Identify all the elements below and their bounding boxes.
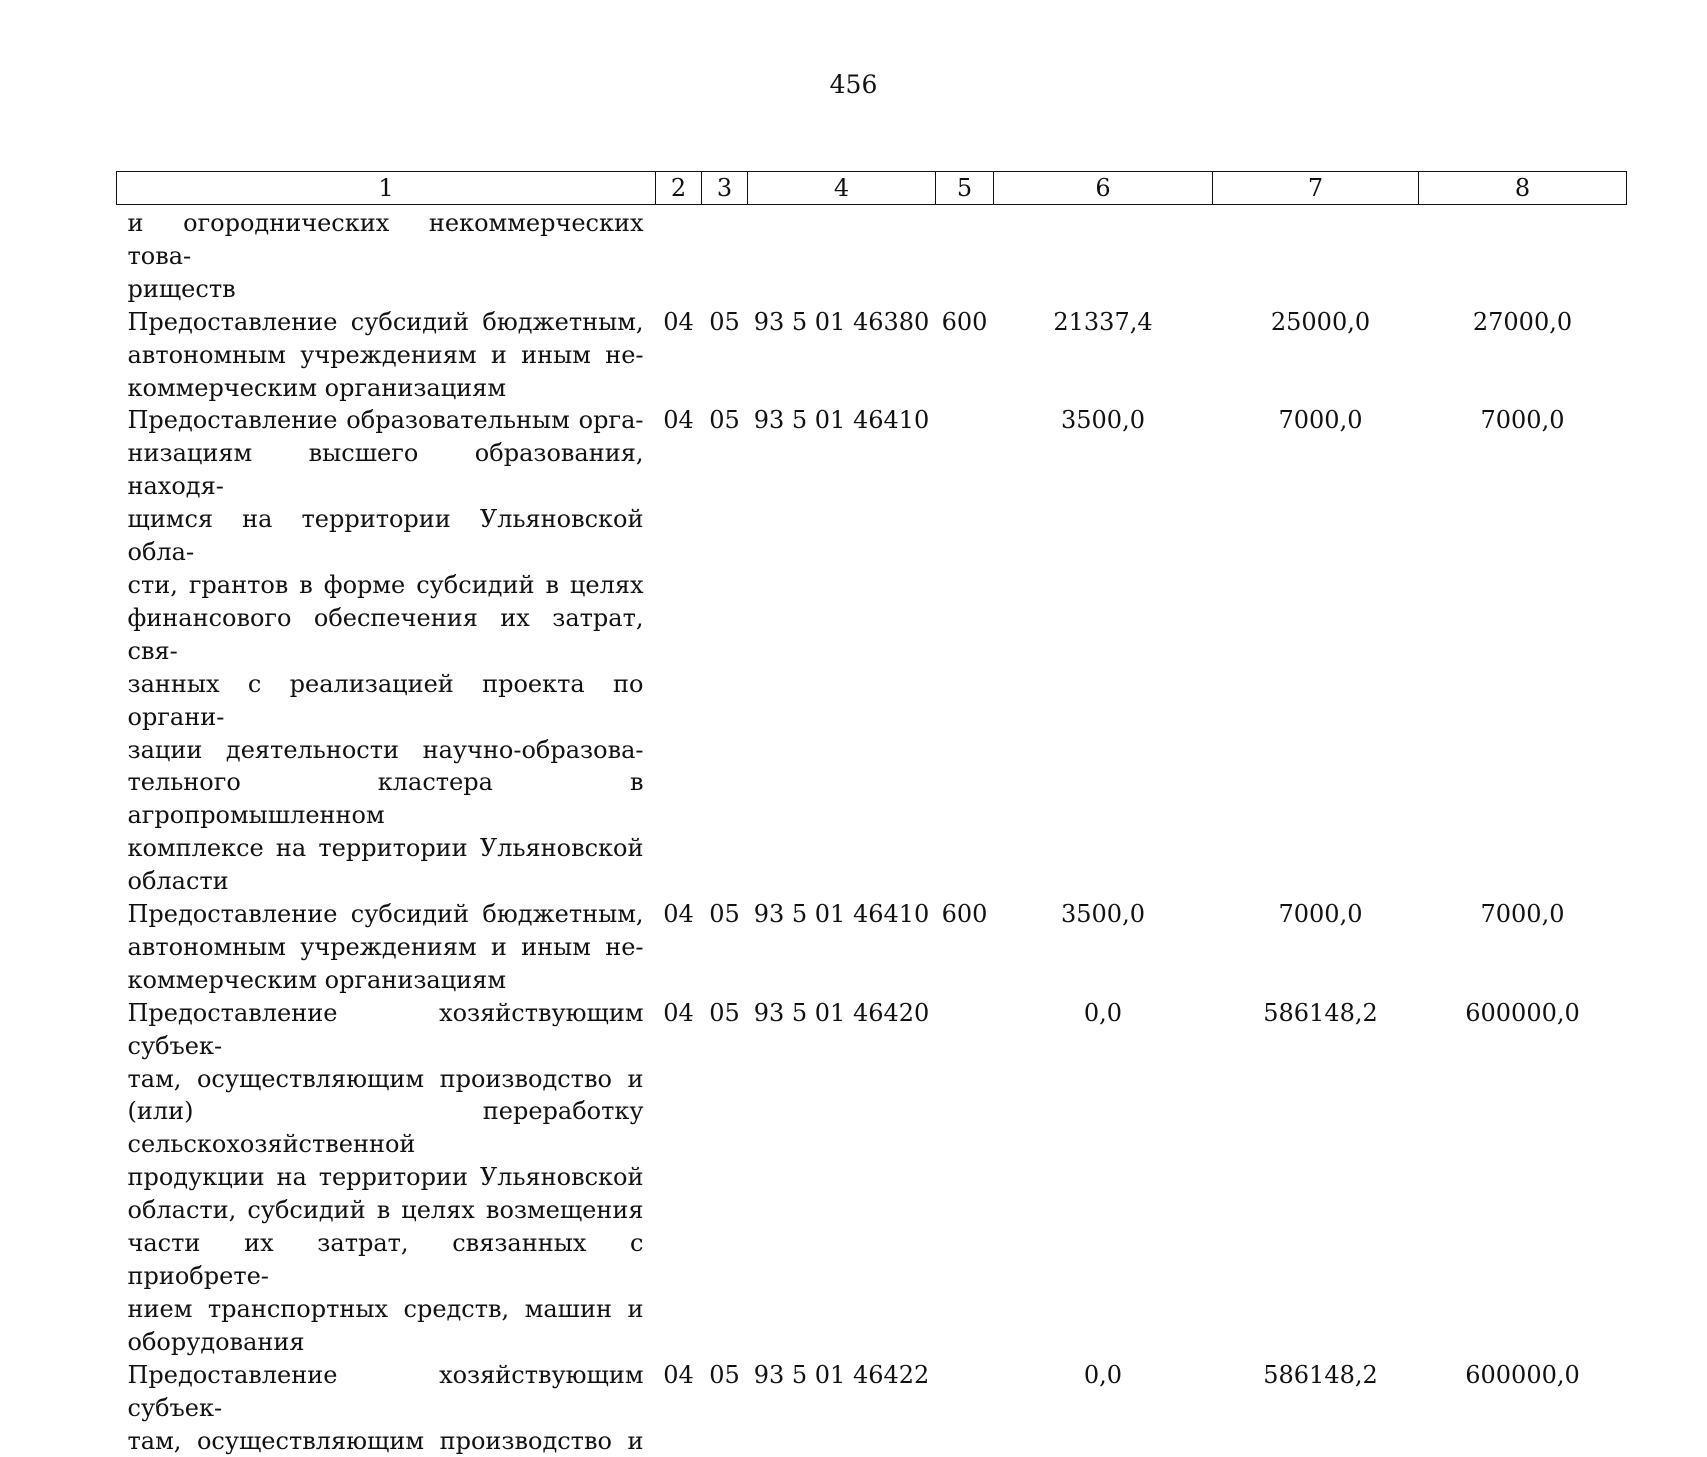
cell-expense-type <box>936 404 994 898</box>
row-description <box>117 205 656 306</box>
cell-target-code: 93 5 01 46410 <box>748 898 936 997</box>
cell-amount-col7: 7000,0 <box>1213 404 1419 898</box>
description-line: зации деятельности научно-образова- <box>128 734 644 767</box>
cell-target-code: 93 5 01 46410 <box>748 404 936 898</box>
header-col-7: 7 <box>1213 172 1419 205</box>
cell-amount-col8: 7000,0 <box>1419 404 1627 898</box>
cell-target-code: 93 5 01 46420 <box>748 997 936 1359</box>
description-line: и огороднических некоммерческих това- <box>128 207 644 273</box>
cell-section <box>656 205 702 306</box>
cell-subsection: 05 <box>702 1359 748 1457</box>
description-line: Предоставление субсидий бюджетным, <box>128 306 644 339</box>
cell-amount-col7: 7000,0 <box>1213 898 1419 997</box>
cell-subsection <box>702 205 748 306</box>
cell-amount-col6: 3500,0 <box>994 404 1213 898</box>
description-line: коммерческим организациям <box>128 964 644 997</box>
cell-amount-col6: 3500,0 <box>994 898 1213 997</box>
description-line: сти, грантов в форме субсидий в целях <box>128 569 644 602</box>
row-description <box>117 404 656 898</box>
cell-amount-col8: 27000,0 <box>1419 306 1627 405</box>
cell-amount-col6 <box>994 205 1213 306</box>
cell-amount-col7: 25000,0 <box>1213 306 1419 405</box>
cell-expense-type <box>936 997 994 1359</box>
cell-amount-col6: 21337,4 <box>994 306 1213 405</box>
description-line: Предоставление хозяйствующим субъек- <box>128 997 644 1063</box>
cell-amount-col7: 586148,2 <box>1213 997 1419 1359</box>
description-line: (или) переработку сельскохозяйственной <box>128 1095 644 1161</box>
cell-amount-col6: 0,0 <box>994 997 1213 1359</box>
cell-expense-type <box>936 1359 994 1457</box>
row-description <box>117 997 656 1359</box>
row-description <box>117 898 656 997</box>
cell-amount-col8: 600000,0 <box>1419 1359 1627 1457</box>
page-number: 456 <box>0 70 1707 99</box>
description-line: оборудования <box>128 1326 644 1359</box>
cell-amount-col8: 600000,0 <box>1419 997 1627 1359</box>
table-row <box>117 306 1627 405</box>
description-line: щимся на территории Ульяновской обла- <box>128 503 644 569</box>
description-line: занных с реализацией проекта по органи- <box>128 668 644 734</box>
table-row <box>117 1359 1627 1457</box>
cell-subsection: 05 <box>702 997 748 1359</box>
header-col-2: 2 <box>656 172 702 205</box>
cell-section: 04 <box>656 997 702 1359</box>
cell-expense-type: 600 <box>936 306 994 405</box>
description-line: тельного кластера в агропромышленном <box>128 766 644 832</box>
header-col-3: 3 <box>702 172 748 205</box>
table-row <box>117 205 1627 306</box>
cell-expense-type <box>936 205 994 306</box>
description-line: автономным учреждениям и иным не- <box>128 339 644 372</box>
cell-section: 04 <box>656 404 702 898</box>
cell-target-code <box>748 205 936 306</box>
row-description <box>117 1359 656 1457</box>
description-line: автономным учреждениям и иным не- <box>128 931 644 964</box>
table-body <box>117 205 1627 1457</box>
cell-subsection: 05 <box>702 898 748 997</box>
table-header <box>117 172 1627 205</box>
description-line: части их затрат, связанных с приобрете- <box>128 1227 644 1293</box>
header-col-5: 5 <box>936 172 994 205</box>
description-line: области, субсидий в целях возмещения <box>128 1194 644 1227</box>
cell-subsection: 05 <box>702 306 748 405</box>
cell-amount-col7: 586148,2 <box>1213 1359 1419 1457</box>
cell-target-code: 93 5 01 46422 <box>748 1359 936 1457</box>
cell-amount-col7 <box>1213 205 1419 306</box>
table-row <box>117 404 1627 898</box>
cell-amount-col6: 0,0 <box>994 1359 1213 1457</box>
cell-subsection: 05 <box>702 404 748 898</box>
description-line: Предоставление хозяйствующим субъек- <box>128 1359 644 1425</box>
description-line: комплексе на территории Ульяновской <box>128 832 644 865</box>
cell-target-code: 93 5 01 46380 <box>748 306 936 405</box>
cell-section: 04 <box>656 306 702 405</box>
description-line: там, осуществляющим производство и <box>128 1063 644 1096</box>
row-description <box>117 306 656 405</box>
header-row <box>117 172 1627 205</box>
description-line: риществ <box>128 273 644 306</box>
description-line: финансового обеспечения их затрат, свя- <box>128 602 644 668</box>
header-col-1: 1 <box>117 172 656 205</box>
description-line: Предоставление образовательным орга- <box>128 404 644 437</box>
description-line: низациям высшего образования, находя- <box>128 437 644 503</box>
description-line: области <box>128 865 644 898</box>
description-line: коммерческим организациям <box>128 372 644 405</box>
header-col-6: 6 <box>994 172 1213 205</box>
description-line: там, осуществляющим производство и <box>128 1425 644 1457</box>
cell-amount-col8: 7000,0 <box>1419 898 1627 997</box>
table-row <box>117 997 1627 1359</box>
budget-table <box>116 171 1627 1457</box>
cell-expense-type: 600 <box>936 898 994 997</box>
description-line: продукции на территории Ульяновской <box>128 1161 644 1194</box>
cell-section: 04 <box>656 1359 702 1457</box>
header-col-4: 4 <box>748 172 936 205</box>
description-line: нием транспортных средств, машин и <box>128 1293 644 1326</box>
description-line: Предоставление субсидий бюджетным, <box>128 898 644 931</box>
header-col-8: 8 <box>1419 172 1627 205</box>
table-row <box>117 898 1627 997</box>
cell-amount-col8 <box>1419 205 1627 306</box>
cell-section: 04 <box>656 898 702 997</box>
